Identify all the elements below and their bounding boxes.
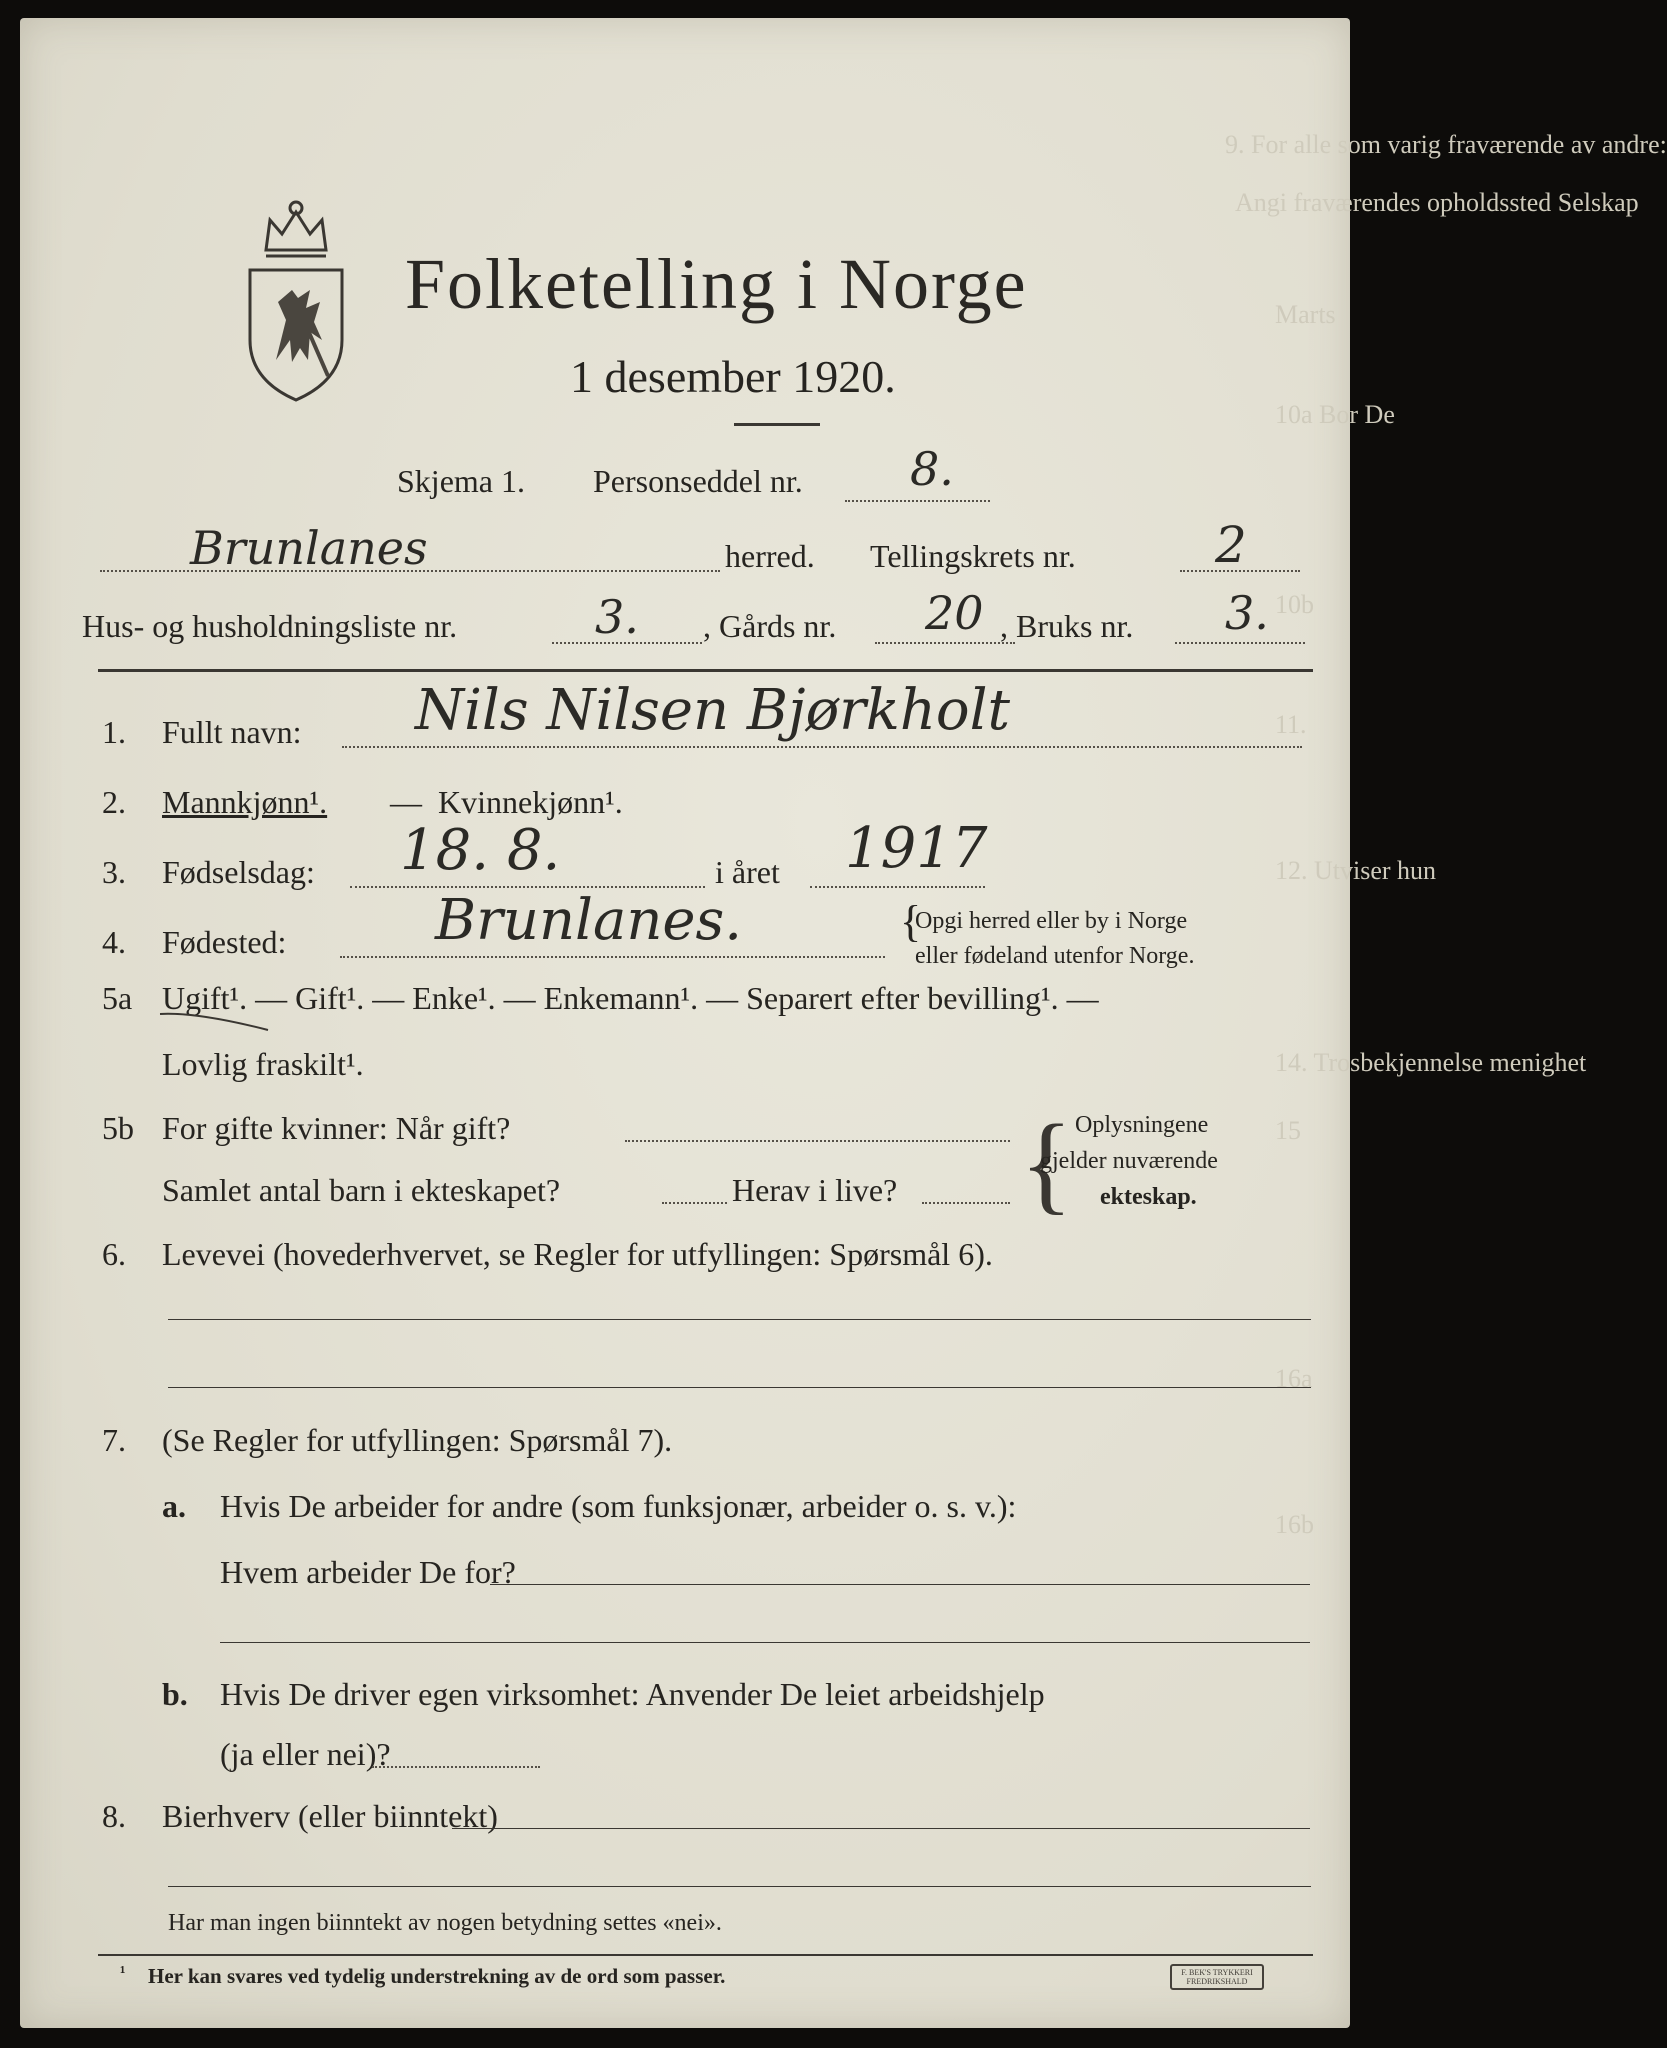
bleed-text: 12. Utviser hun: [1275, 856, 1437, 885]
bruks-line: [1175, 642, 1305, 644]
q3-year-label: i året: [715, 854, 780, 890]
q2-male-option: Mannkjønn¹.: [162, 784, 328, 820]
q5b-children-line: [662, 1202, 727, 1204]
bleed-text: 15: [1275, 1116, 1301, 1145]
q7b-letter: b.: [162, 1676, 188, 1712]
q5b-note-line1: Oplysningene: [1075, 1112, 1209, 1138]
q7b-yes-no-line: [372, 1766, 540, 1768]
q5b-alive-label: Herav i live?: [732, 1172, 898, 1208]
q5b-when-married-label: For gifte kvinner: Når gift?: [162, 1110, 511, 1146]
q4-note-line2: eller fødeland utenfor Norge.: [915, 943, 1195, 969]
q8-label: Bierhverv (eller biinntekt): [162, 1798, 498, 1834]
herred-value: Brunlanes: [190, 521, 428, 575]
q4-label: Fødested:: [162, 924, 287, 960]
q7b-yes-no-label: (ja eller nei)?: [220, 1736, 391, 1772]
q7a-answer-line: [220, 1642, 1310, 1643]
q4-birthplace-value: Brunlanes.: [435, 888, 743, 953]
q3-year-value: 1917: [845, 816, 988, 881]
gards-label: , Gårds nr.: [703, 608, 837, 644]
q7-number: 7.: [102, 1422, 126, 1458]
norway-coat-of-arms-icon: [236, 190, 356, 410]
census-form-page: [20, 18, 1667, 2028]
q2-separator: —: [390, 784, 422, 820]
q1-line: [342, 746, 1302, 748]
personseddel-value: 8.: [910, 442, 954, 496]
tellingskrets-label: Tellingskrets nr.: [870, 538, 1076, 574]
q2-female-option: Kvinnekjønn¹.: [438, 784, 623, 820]
q6-number: 6.: [102, 1236, 126, 1272]
bleed-text: 10b: [1275, 590, 1314, 619]
bleed-text: 16b: [1275, 1510, 1314, 1539]
q7a-letter: a.: [162, 1488, 186, 1524]
personseddel-line: [845, 500, 990, 502]
bleed-text: Angi fraværendes opholdssted Selskap: [1235, 188, 1639, 217]
herred-label: herred.: [725, 538, 815, 574]
q5b-note-line3: ekteskap.: [1100, 1184, 1197, 1210]
q7a-employer-line: [490, 1584, 1310, 1585]
q5b-note-line2: gjelder nuværende: [1040, 1148, 1218, 1174]
q5a-options-line2: Lovlig fraskilt¹.: [162, 1046, 364, 1082]
printer-stamp: F. BEK'S TRYKKERI FREDRIKSHALD: [1170, 1964, 1264, 1990]
title-divider: [734, 423, 820, 426]
bruks-value: 3.: [1225, 586, 1269, 640]
bleed-text: Marts: [1275, 300, 1336, 329]
footnote-text: Her kan svares ved tydelig understrekning av de ord som passer.: [148, 1964, 726, 1988]
q5a-number: 5a: [102, 980, 133, 1016]
nei-instruction: Har man ingen biinntekt av nogen betydning settes «nei».: [168, 1910, 722, 1936]
census-date: 1 desember 1920.: [570, 351, 896, 402]
q2-number: 2.: [102, 784, 126, 820]
q5b-alive-line: [922, 1202, 1010, 1204]
q5b-children-label: Samlet antal barn i ekteskapet?: [162, 1172, 561, 1208]
q3-label: Fødselsdag:: [162, 854, 315, 890]
q4-note-brace: {: [900, 897, 922, 946]
schema-label: Skjema 1.: [397, 463, 525, 499]
personseddel-label: Personseddel nr.: [593, 463, 803, 499]
q5b-number: 5b: [102, 1110, 134, 1146]
bleed-text: 9. For alle som varig fraværende av andre:: [1225, 130, 1667, 159]
bleed-text: 10a Bor De: [1275, 400, 1395, 429]
q5b-note-brace: {: [1020, 1102, 1073, 1224]
q3-birthday-value: 18. 8.: [400, 818, 561, 883]
q7a-employer-label: Hvem arbeider De for?: [220, 1554, 516, 1590]
bleed-text: 16a: [1275, 1364, 1313, 1393]
gards-value: 20: [925, 586, 984, 640]
q4-note-line1: Opgi herred eller by i Norge: [915, 908, 1188, 934]
q1-full-name-value: Nils Nilsen Bjørkholt: [415, 678, 1011, 743]
gards-line: [875, 642, 1015, 644]
q7b-question: Hvis De driver egen virksomhet: Anvender De leiet arbeidshjelp: [220, 1676, 1045, 1712]
q6-answer-line2: [168, 1387, 1311, 1388]
q5a-options-line1: Ugift¹. — Gift¹. — Enke¹. — Enkemann¹. — Separert efter bevilling¹. —: [162, 980, 1099, 1016]
q8-answer-line2: [168, 1886, 1311, 1887]
hus-value: 3.: [595, 590, 639, 644]
q4-number: 4.: [102, 924, 126, 960]
q6-label: Levevei (hovederhvervet, se Regler for utfyllingen: Spørsmål 6).: [162, 1236, 993, 1272]
q1-label: Fullt navn:: [162, 714, 302, 750]
hus-label: Hus- og husholdningsliste nr.: [82, 608, 458, 644]
footnote-mark: ¹: [120, 1962, 126, 1982]
q4-line: [340, 956, 885, 958]
q8-answer-line1: [452, 1828, 1310, 1829]
q1-number: 1.: [102, 714, 126, 750]
q5b-when-married-line: [625, 1140, 1010, 1142]
q5a-ugift-underline-mark: [158, 1010, 278, 1037]
q3-year-line: [810, 886, 985, 888]
bleed-text: 14. Trosbekjennelse menighet: [1275, 1048, 1587, 1077]
tellingskrets-value: 2: [1215, 516, 1247, 574]
q8-number: 8.: [102, 1798, 126, 1834]
footer-rule: [98, 1954, 1313, 1956]
header-rule: [98, 669, 1313, 672]
bleed-text: 11.: [1275, 710, 1307, 739]
q7a-question: Hvis De arbeider for andre (som funksjonær, arbeider o. s. v.):: [220, 1488, 1017, 1524]
q6-answer-line1: [168, 1319, 1311, 1320]
q7-label: (Se Regler for utfyllingen: Spørsmål 7).: [162, 1422, 673, 1458]
q3-number: 3.: [102, 854, 126, 890]
bruks-label: , Bruks nr.: [1000, 608, 1134, 644]
form-title: Folketelling i Norge: [405, 244, 1028, 324]
